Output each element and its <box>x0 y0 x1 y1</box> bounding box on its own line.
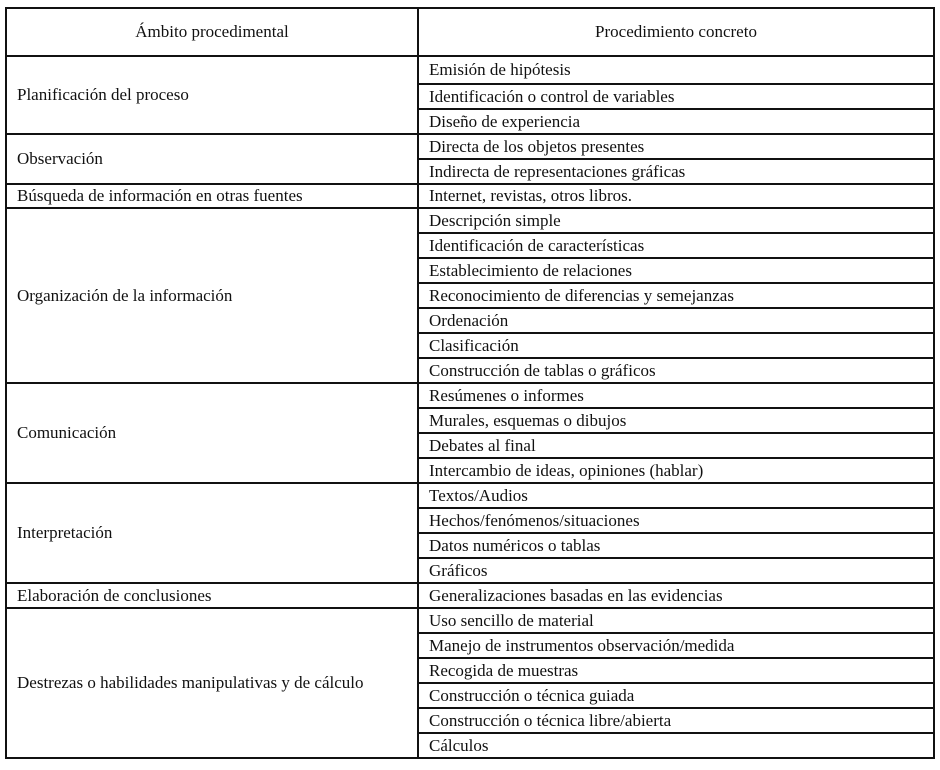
procedimiento-cell: Construcción o técnica libre/abierta <box>418 708 934 733</box>
header-ambito: Ámbito procedimental <box>6 8 418 56</box>
table-row <box>6 608 934 633</box>
procedures-table <box>5 7 935 759</box>
procedimiento-cell: Cálculos <box>418 733 934 758</box>
procedimiento-cell: Identificación o control de variables <box>418 84 934 109</box>
procedimiento-cell: Manejo de instrumentos observación/medida <box>418 633 934 658</box>
procedimiento-cell: Construcción de tablas o gráficos <box>418 358 934 383</box>
procedimiento-cell: Resúmenes o informes <box>418 383 934 408</box>
ambito-cell: Búsqueda de información en otras fuentes <box>6 184 418 208</box>
procedimiento-cell: Clasificación <box>418 333 934 358</box>
procedimiento-cell: Datos numéricos o tablas <box>418 533 934 558</box>
procedimiento-cell: Directa de los objetos presentes <box>418 134 934 159</box>
procedimiento-cell: Descripción simple <box>418 208 934 233</box>
header-row <box>6 8 934 56</box>
table-row <box>6 134 934 159</box>
procedimiento-cell: Internet, revistas, otros libros. <box>418 184 934 208</box>
procedimiento-cell: Debates al final <box>418 433 934 458</box>
table-row <box>6 56 934 84</box>
table-row <box>6 383 934 408</box>
procedimiento-cell: Uso sencillo de material <box>418 608 934 633</box>
procedimiento-cell: Construcción o técnica guiada <box>418 683 934 708</box>
table-row <box>6 483 934 508</box>
ambito-cell: Interpretación <box>6 483 418 583</box>
procedimiento-cell: Generalizaciones basadas en las evidencias <box>418 583 934 608</box>
ambito-cell: Destrezas o habilidades manipulativas y de cálculo <box>6 608 418 758</box>
table-row <box>6 583 934 608</box>
header-procedimiento: Procedimiento concreto <box>418 8 934 56</box>
procedimiento-cell: Reconocimiento de diferencias y semejanzas <box>418 283 934 308</box>
procedimiento-cell: Diseño de experiencia <box>418 109 934 134</box>
ambito-cell: Comunicación <box>6 383 418 483</box>
procedimiento-cell: Indirecta de representaciones gráficas <box>418 159 934 184</box>
procedimiento-cell: Gráficos <box>418 558 934 583</box>
ambito-cell: Observación <box>6 134 418 184</box>
procedimiento-cell: Textos/Audios <box>418 483 934 508</box>
procedimiento-cell: Intercambio de ideas, opiniones (hablar) <box>418 458 934 483</box>
ambito-cell: Organización de la información <box>6 208 418 383</box>
table-body <box>6 56 934 758</box>
procedimiento-cell: Identificación de características <box>418 233 934 258</box>
procedimiento-cell: Hechos/fenómenos/situaciones <box>418 508 934 533</box>
procedimiento-cell: Recogida de muestras <box>418 658 934 683</box>
procedimiento-cell: Murales, esquemas o dibujos <box>418 408 934 433</box>
ambito-cell: Elaboración de conclusiones <box>6 583 418 608</box>
procedimiento-cell: Ordenación <box>418 308 934 333</box>
ambito-cell: Planificación del proceso <box>6 56 418 134</box>
table-row <box>6 208 934 233</box>
procedimiento-cell: Emisión de hipótesis <box>418 56 934 84</box>
procedimiento-cell: Establecimiento de relaciones <box>418 258 934 283</box>
table-row <box>6 184 934 208</box>
